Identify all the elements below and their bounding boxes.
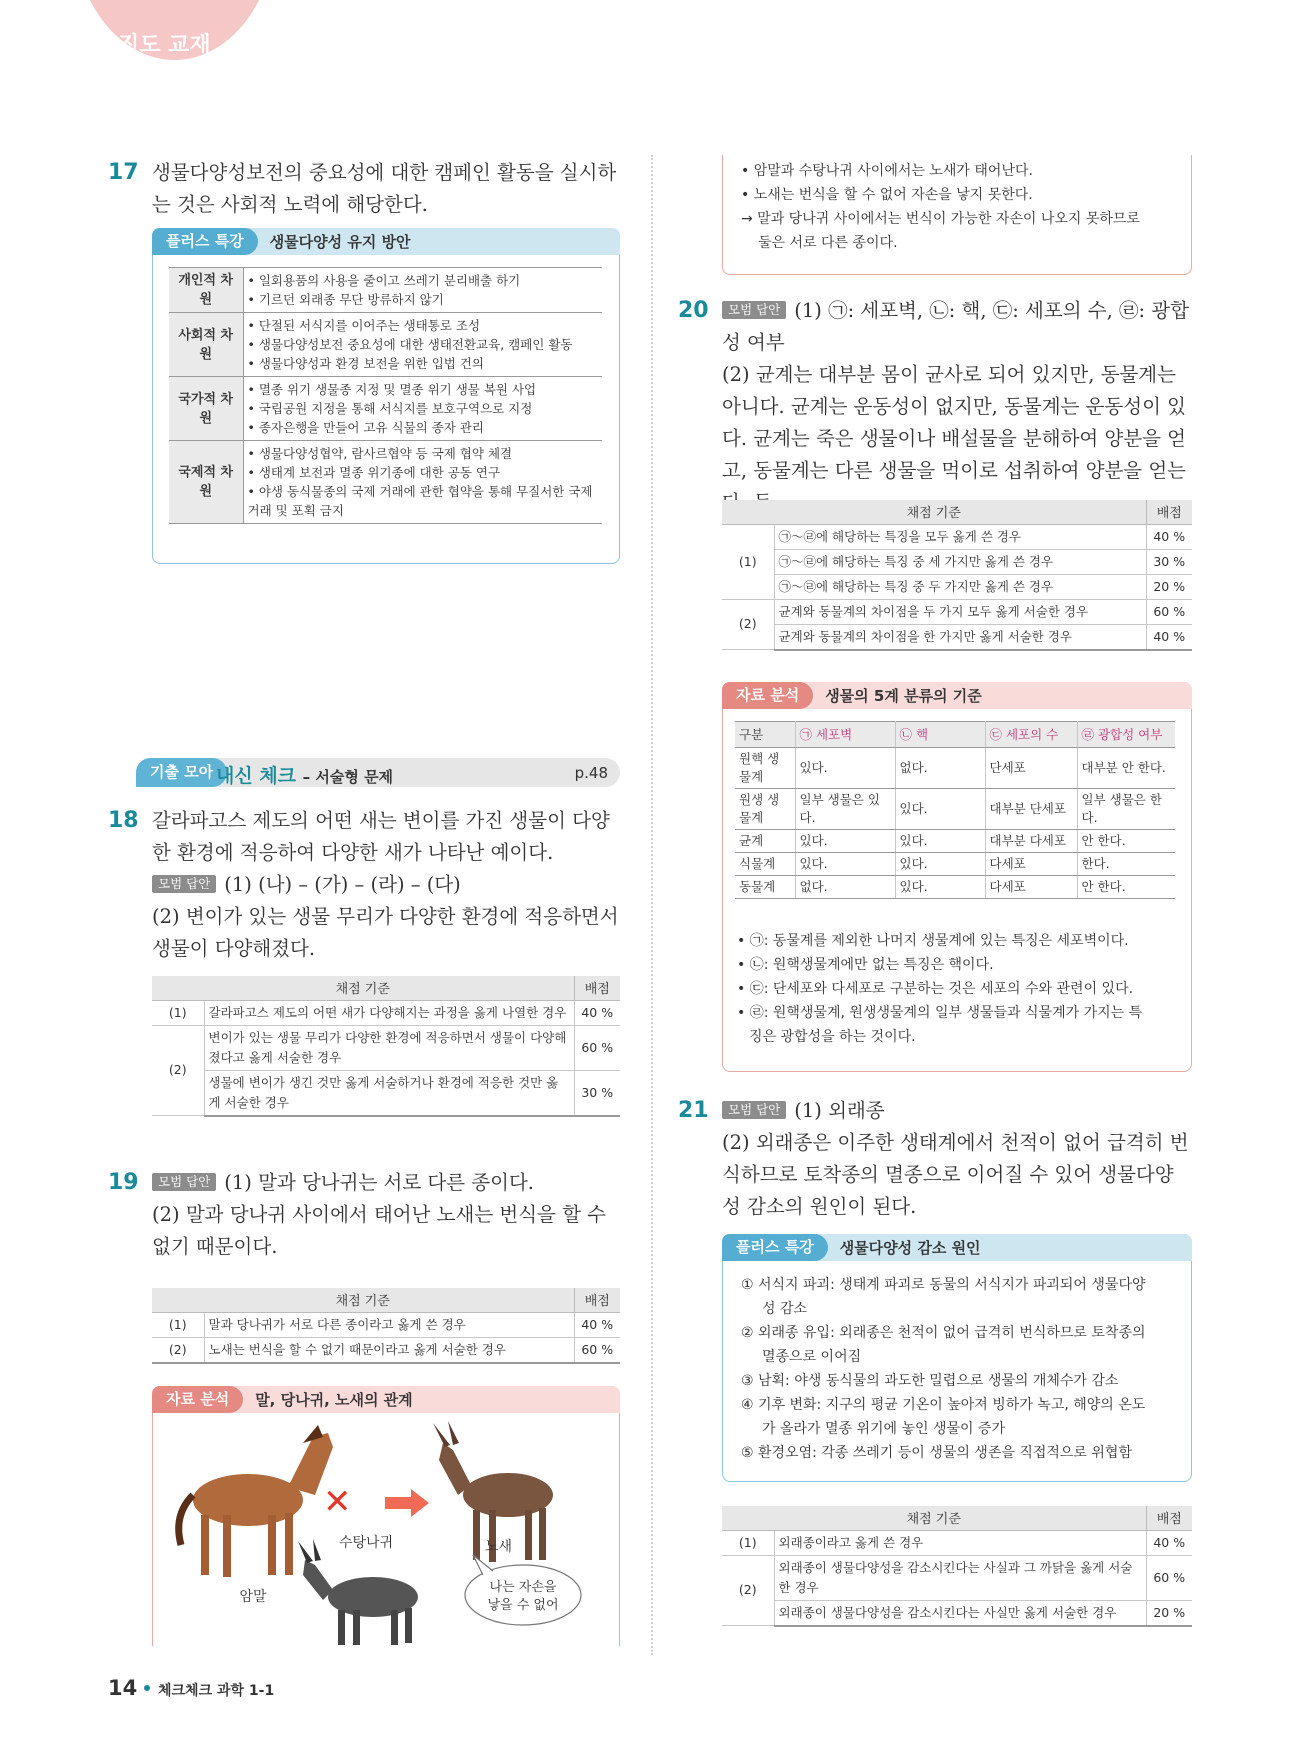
list-item: 멸종으로 이어짐 [762,1349,862,1365]
list-item: • 노새는 번식을 할 수 없어 자손을 낳지 못한다. [741,187,1033,203]
list-item: ④ 기후 변화: 지구의 평균 기온이 높아져 빙하가 녹고, 해양의 온도 [741,1397,1146,1413]
table-row: ㉠～㉣에 해당하는 특징 중 세 가지만 옳게 쓴 경우 30 % [722,549,1192,574]
grading-table-20 [722,500,1192,651]
section-tag: 기출 모아 [136,758,227,787]
table-row: 원생 생물계 일부 생물은 있다. 있다. 대부분 단세포 일부 생물은 한다. [735,789,1175,830]
list-item: • 국립공원 지정을 통해 서식지를 보호구역으로 지정 [247,401,533,416]
table-header: ㉣ 광합성 여부 [1077,722,1175,748]
list-item: • ㉣: 원핵생물계, 원생생물계의 일부 생물들과 식물계가 가지는 특 [737,1005,1143,1021]
table-header: ㉡ 핵 [895,722,985,748]
table-header: ㉢ 세포의 수 [985,722,1077,748]
list-item: • ㉠: 동물계를 제외한 나머지 생물계에 있는 특징은 세포벽이다. [737,933,1129,949]
section-header [136,758,620,787]
data-title: 말, 당나귀, 노새의 관계 [255,1391,413,1409]
table-row: (2) 균계와 동물계의 차이점을 두 가지 모두 옳게 서술한 경우 60 % [722,599,1192,624]
table-header: 채점 기준 [152,976,574,1000]
model-answer-badge: 모범 답안 [722,301,786,319]
model-answer-badge: 모범 답안 [152,1173,216,1191]
row-header: 사회적 차원 [169,313,243,377]
table-header: 배점 [574,1288,620,1312]
table-row: (2) 노새는 번식을 할 수 없기 때문이라고 옳게 서술한 경우 60 % [152,1337,620,1363]
table-header: 채점 기준 [722,1506,1146,1530]
column-divider [651,155,653,1655]
table-header: 배점 [1146,1506,1192,1530]
answer-part-2: (2) 변이가 있는 생물 무리가 다양한 환경에 적응하면서 생물이 다양해졌다. [152,905,619,960]
list-item: • 생물다양성보전 중요성에 대한 생태전환교육, 캠페인 활동 [247,337,573,352]
plus-box-biodiversity-loss [722,1234,1192,1482]
list-item: 둘은 서로 다른 종이다. [758,235,898,251]
list-item: • 일회용품의 사용을 줄이고 쓰레기 분리배출 하기 [247,273,521,288]
row-header: 국제적 차원 [169,441,243,524]
table-row: (2) 외래종이 생물다양성을 감소시킨다는 사실과 그 까닭을 옳게 서술한 경우 60 % [722,1555,1192,1600]
table-row: 외래종이 생물다양성을 감소시킨다는 사실만 옳게 서술한 경우 20 % [722,1600,1192,1626]
table-row: 원핵 생물계 있다. 없다. 단세포 대부분 안 한다. [735,748,1175,789]
question-number-17: 17 [108,160,139,185]
list-item: • 종자은행을 만들어 고유 식물의 종자 관리 [247,420,484,435]
list-item: 가 올라가 멸종 위기에 놓인 생물이 증가 [762,1421,1006,1437]
table-row: 생물에 변이가 생긴 것만 옳게 서술하거나 환경에 적응한 것만 옳게 서술한 경우 30 % [152,1070,620,1116]
answer-part-1: (1) 외래종 [794,1099,885,1122]
horse-icon [179,1425,333,1577]
data-analysis-box-horse-donkey [152,1386,620,1646]
data-analysis-continuation [722,155,1192,275]
question-17-text: 생물다양성보전의 중요성에 대한 캠페인 활동을 실시하는 것은 사회적 노력에 해당한다. [152,161,617,216]
question-number-21: 21 [678,1098,709,1123]
list-item: • 기르던 외래종 무단 방류하지 않기 [247,292,444,307]
label-jack-donkey: 수탕나귀 [339,1535,394,1551]
list-item: 징은 광합성을 하는 것이다. [749,1029,916,1045]
maintenance-table [169,267,602,524]
section-page-ref: p.48 [574,764,608,782]
question-number-19: 19 [108,1170,139,1195]
table-row: (1) 갈라파고스 제도의 어떤 새가 다양해지는 과정을 옳게 나열한 경우 40 % [152,1000,620,1025]
table-row: (1) 외래종이라고 옳게 쓴 경우 40 % [722,1530,1192,1555]
table-header: 배점 [574,976,620,1000]
table-header: 채점 기준 [722,500,1146,524]
kingdom-criteria-table [735,721,1175,899]
list-item: • 생태계 보전과 멸종 위기종에 대한 공동 연구 [247,465,501,480]
list-item: • 생물다양성협약, 람사르협약 등 국제 협약 체결 [247,446,513,461]
table-row: (1) 말과 당나귀가 서로 다른 종이라고 옳게 쓴 경우 40 % [152,1312,620,1337]
list-item: • ㉡: 원핵생물계에만 없는 특징은 핵이다. [737,957,994,973]
footer-dot [144,1685,150,1691]
bubble-text-line-2: 낳을 수 없어 [487,1598,559,1613]
list-item: → 말과 당나귀 사이에서는 번식이 가능한 자손이 나오지 못하므로 [741,211,1140,227]
table-row: 동물계 없다. 있다. 다세포 안 한다. [735,876,1175,899]
section-subtitle: – 서술형 문제 [302,768,394,786]
answer-part-2: (2) 외래종은 이주한 생태계에서 천적이 없어 급격히 번식하므로 토착종의 멸종으로 이어질 수 있어 생물다양성 감소의 원인이 된다. [722,1131,1189,1218]
answer-part-1: (1) ㉠: 세포벽, ㉡: 핵, ㉢: 세포의 수, ㉣: 광합성 여부 [722,299,1189,354]
table-header: ㉠ 세포벽 [795,722,895,748]
arrow-icon [385,1489,429,1517]
grading-table-21 [722,1506,1192,1627]
list-item: ⑤ 환경오염: 각종 쓰레기 등이 생물의 생존을 직접적으로 위협함 [741,1445,1132,1461]
label-mare: 암말 [239,1589,267,1605]
plus-tag: 플러스 특강 [722,1234,828,1261]
answer-part-1: (1) (나) – (가) – (라) – (다) [224,873,461,896]
section-title: 내신 체크 [216,765,297,787]
table-row [169,313,602,377]
answer-part-2: (2) 균계는 대부분 몸이 균사로 되어 있지만, 동물계는 아니다. 균계는 운동성이 없지만, 동물계는 운동성이 있다. 균계는 죽은 생물이나 배설물을 분해하여 양분을 얻고, 동물계는 다른 생물을 먹이로 섭취하여 양분을 얻는 [722,363,1187,482]
question-number-18: 18 [108,808,139,833]
plus-box-biodiversity-maintenance [152,228,620,564]
list-item: • 야생 동식물종의 국제 거래에 관한 협약을 통해 무질서한 국제 거래 및 포획 금지 [247,484,593,518]
table-row [169,441,602,524]
list-item: • 멸종 위기 생물종 지정 및 멸종 위기 생물 복원 사업 [247,382,537,397]
table-row: ㉠～㉣에 해당하는 특징 중 두 가지만 옳게 쓴 경우 20 % [722,574,1192,599]
list-item: ③ 남획: 야생 동식물의 과도한 밀렵으로 생물의 개체수가 감소 [741,1373,1119,1389]
list-item: • 생물다양성과 환경 보전을 위한 입법 건의 [247,356,484,371]
list-item: ② 외래종 유입: 외래종은 천적이 없어 급격히 번식하므로 토착종의 [741,1325,1146,1341]
donkey-icon [298,1539,418,1645]
table-row: 식물계 있다. 있다. 다세포 한다. [735,853,1175,876]
table-row: (2) 변이가 있는 생물 무리가 다양한 환경에 적응하면서 생물이 다양해졌다고 옳게 서술한 경우 60 % [152,1025,620,1070]
plus-title: 생물다양성 감소 원인 [839,1239,981,1257]
label-mule: 노새 [485,1539,513,1555]
bubble-text-line-1: 나는 자손을 [489,1580,557,1595]
data-tag: 자료 분석 [152,1386,243,1413]
answer-part-1: (1) 말과 당나귀는 서로 다른 종이다. [224,1171,534,1194]
cross-icon: ✕ [323,1482,352,1522]
speech-bubble [465,1555,581,1625]
data-tag: 자료 분석 [722,682,813,709]
answer-part-2: (2) 말과 당나귀 사이에서 태어난 노새는 번식을 할 수 없기 때문이다. [152,1203,606,1258]
list-item: 성 감소 [762,1301,808,1317]
row-header: 국가적 차원 [169,377,243,441]
model-answer-badge: 모범 답안 [152,875,216,893]
book-title: 체크체크 과학 1-1 [158,1683,275,1699]
table-row: (1) ㉠～㉣에 해당하는 특징을 모두 옳게 쓴 경우 40 % [722,524,1192,549]
table-header: 배점 [1146,500,1192,524]
grading-table-18 [152,976,620,1117]
question-18-text: 갈라파고스 제도의 어떤 새는 변이를 가진 생물이 다양한 환경에 적응하여 다양한 새가 나타난 예이다. [152,809,610,864]
table-header: 채점 기준 [152,1288,574,1312]
horse-donkey-mule-illustration [153,1415,619,1645]
table-row: 균계 있다. 있다. 대부분 다세포 안 한다. [735,830,1175,853]
model-answer-badge: 모범 답안 [722,1101,786,1119]
row-header: 개인적 차원 [169,268,243,313]
table-row [169,268,602,313]
table-row [169,377,602,441]
list-item: • ㉢: 단세포와 다세포로 구분하는 것은 세포의 수와 관련이 있다. [737,981,1134,997]
list-item: • 단절된 서식지를 이어주는 생태통로 조성 [247,318,481,333]
plus-tag: 플러스 특강 [152,228,258,255]
question-number-20: 20 [678,298,709,323]
data-title: 생물의 5계 분류의 기준 [825,687,982,705]
table-header: 구분 [735,722,795,748]
grading-table-19 [152,1288,620,1364]
list-item: • 암말과 수탕나귀 사이에서는 노새가 태어난다. [741,163,1033,179]
plus-title: 생물다양성 유지 방안 [269,233,411,251]
table-row: 균계와 동물계의 차이점을 한 가지만 옳게 서술한 경우 40 % [722,624,1192,650]
header-label: 진도 교재 [118,33,211,58]
data-analysis-box-five-kingdoms [722,682,1192,1072]
page-number: 14 [108,1676,138,1700]
list-item: ① 서식지 파괴: 생태계 파괴로 동물의 서식지가 파괴되어 생물다양 [741,1277,1146,1293]
